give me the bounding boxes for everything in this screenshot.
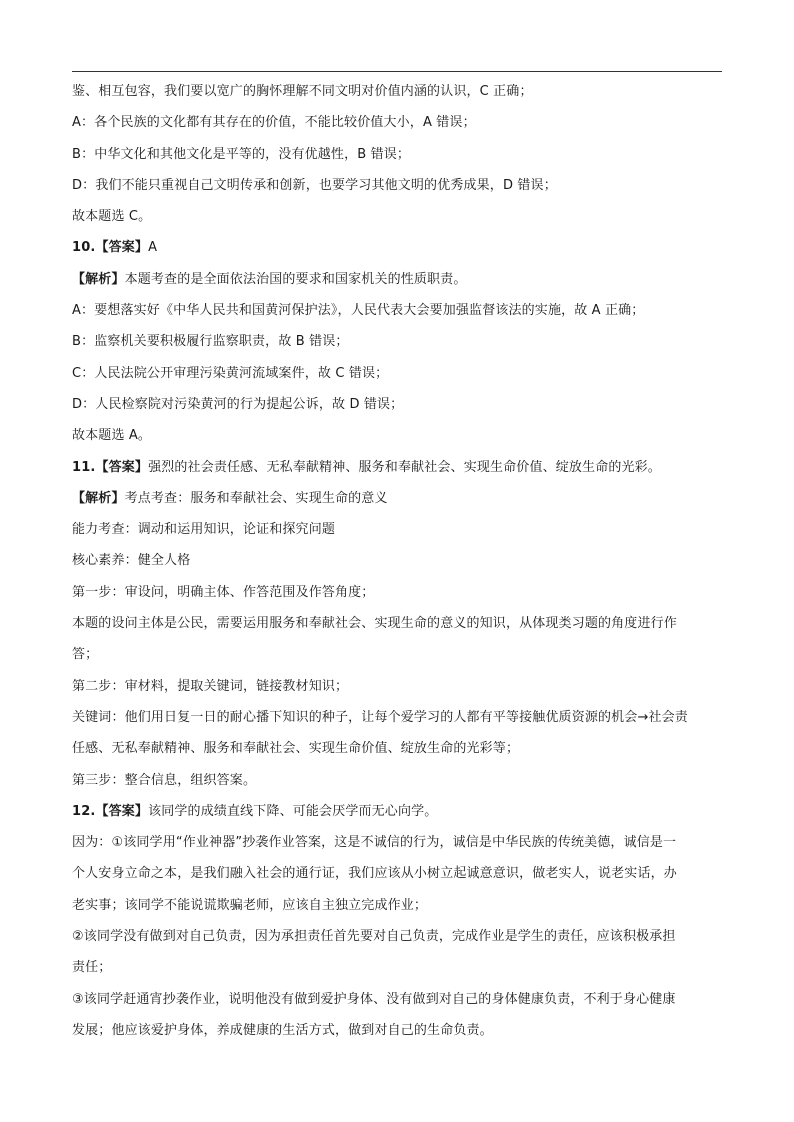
text-line: 因为：①该同学用“作业神器”抄袭作业答案，这是不诚信的行为，诚信是中华民族的传统美德，诚信是一 — [72, 835, 677, 851]
text-line: C：人民法院公开审理污染黄河流域案件，故 C 错误； — [72, 365, 389, 381]
text-line: 核心素养：健全人格 — [72, 553, 191, 569]
answer-tag: 【答案】 — [95, 240, 149, 256]
analysis-line — [72, 264, 728, 295]
answer-line — [72, 452, 728, 483]
text-line: B：监察机关要积极履行监察职责，故 B 错误； — [72, 334, 349, 350]
question-number: 11. — [72, 459, 96, 475]
question-number: 10. — [72, 240, 96, 256]
text-line: 个人安身立命之本，是我们融入社会的通行证，我们应该从小树立起诚意意识，做老实人，说老实话，办 — [72, 866, 677, 882]
text-line: 关键词：他们用日复一日的耐心播下知识的种子，让每个爱学习的人都有平等接触优质资源的机会→社会责 — [72, 709, 688, 725]
document-body — [72, 76, 728, 1046]
text-line: 第二步：审材料，提取关键词，链接教材知识； — [72, 678, 349, 694]
analysis-line — [72, 483, 728, 514]
answer-tag: 【答案】 — [95, 459, 149, 475]
analysis-text: 本题考查的是全面依法治国的要求和国家机关的性质职责。 — [124, 271, 467, 287]
answer-line — [72, 232, 728, 263]
answer-text: A — [148, 240, 158, 256]
text-line: ③该同学赶通宵抄袭作业，说明他没有做到爱护身体、没有做到对自己的身体健康负责，不利于身心健康 — [72, 991, 676, 1007]
text-line: D：我们不能只重视自己文明传承和创新，也要学习其他文明的优秀成果，D 错误； — [72, 177, 557, 193]
answer-text: 强烈的社会责任感、无私奉献精神、服务和奉献社会、实现生命价值、绽放生命的光彩。 — [148, 459, 661, 475]
answer-tag: 【答案】 — [95, 803, 149, 819]
text-line: A：各个民族的文化都有其存在的价值，不能比较价值大小，A 错误； — [72, 115, 476, 131]
text-line: 第一步：审设问，明确主体、作答范围及作答角度； — [72, 584, 375, 600]
text-line: 鉴、相互包容，我们要以宽广的胸怀理解不同文明对价值内涵的认识，C 正确； — [72, 84, 533, 99]
text-line: 答； — [72, 647, 99, 663]
text-line: 发展；他应该爱护身体，养成健康的生活方式，做到对自己的生命负责。 — [72, 1022, 493, 1038]
text-line: 责任； — [72, 960, 112, 976]
text-line: A：要想落实好《中华人民共和国黄河保护法》，人民代表大会要加强监督该法的实施，故 A 正确； — [72, 303, 645, 319]
answer-line — [72, 796, 728, 827]
text-line: B：中华文化和其他文化是平等的，没有优越性，B 错误； — [72, 146, 411, 162]
analysis-text: 考点考查：服务和奉献社会、实现生命的意义 — [124, 490, 388, 506]
question-number: 12. — [72, 803, 96, 819]
text-line: 老实事；该同学不能说谎欺骗老师，应该自主独立完成作业； — [72, 897, 428, 913]
answer-text: 该同学的成绩直线下降、可能会厌学而无心向学。 — [148, 803, 438, 819]
analysis-tag: 【解析】 — [72, 490, 125, 506]
text-line: 故本题选 C。 — [72, 209, 152, 225]
text-line: 任感、无私奉献精神、服务和奉献社会、实现生命价值、绽放生命的光彩等； — [72, 741, 520, 757]
header-rule — [72, 71, 722, 72]
text-line: 故本题选 A。 — [72, 428, 152, 444]
text-line: 本题的设问主体是公民，需要运用服务和奉献社会、实现生命的意义的知识，从体现类习题的角度进行作 — [72, 616, 677, 632]
text-line: D：人民检察院对污染黄河的行为提起公诉，故 D 错误； — [72, 396, 404, 412]
text-line: 第三步：整合信息，组织答案。 — [72, 772, 257, 788]
text-line: ②该同学没有做到对自己负责，因为承担责任首先要对自己负责，完成作业是学生的责任，应该积极承担 — [72, 929, 676, 945]
analysis-tag: 【解析】 — [72, 271, 125, 287]
text-line: 能力考查：调动和运用知识，论证和探究问题 — [72, 522, 336, 538]
